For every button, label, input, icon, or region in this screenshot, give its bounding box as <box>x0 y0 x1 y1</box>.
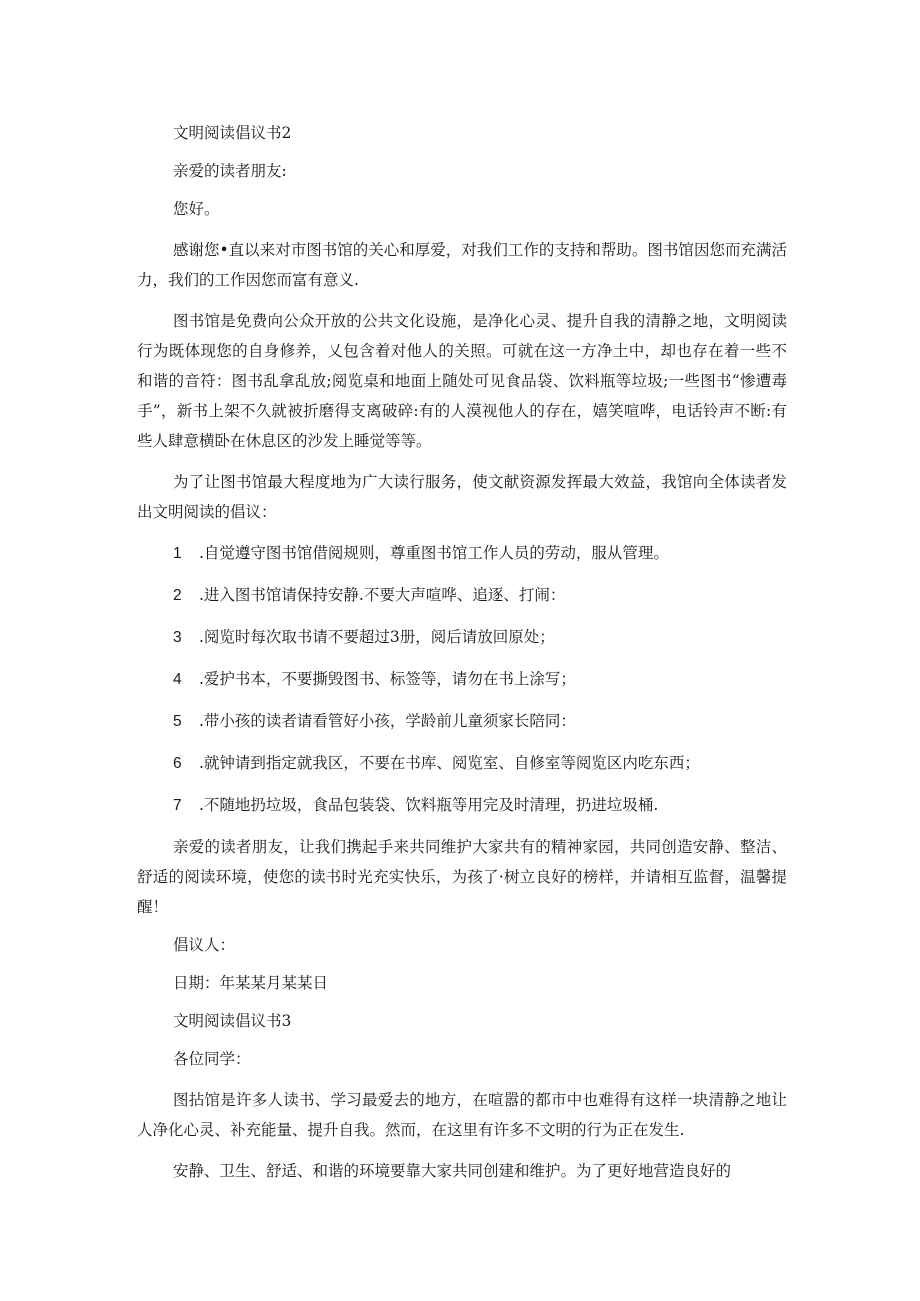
list-item-text: .进入图书馆请保持安静.不要大声喧哗、追逐、打闹： <box>199 586 566 604</box>
list-item-number: 3 <box>173 629 182 646</box>
section-title-3: 文明阅读倡议书3 <box>173 1012 292 1030</box>
list-item-text: .自觉遵守图书馆借阅规则，尊重图书馆工作人员的劳动，服从管理。 <box>199 544 669 562</box>
list-item-number: 6 <box>173 755 182 772</box>
list-item-number: 7 <box>173 797 182 814</box>
list-item <box>137 580 787 611</box>
list-item-number: 5 <box>173 713 182 730</box>
list-item-number: 2 <box>173 587 182 604</box>
paragraph-initiative-intro: 为了让图书馆最大程度地为广大读行服务，使文献资源发挥最大效益，我馆向全体读者发出文明阅读的倡议： <box>137 473 787 521</box>
paragraph-library-place: 图拈馆是许多人读书、学习最爱去的地方，在喧嚣的都市中也难得有这样一块清静之地让人净化心灵、补充能量、提升自我。然而，在这里有许多不文明的行为正在发生. <box>137 1091 787 1139</box>
paragraph-environment: 安静、卫生、舒适、和谐的环境要靠大家共同创建和维护。为了更好地营造良好的 <box>173 1162 732 1180</box>
list-item-text: .带小孩的读者请看管好小孩，学龄前儿童须家长陪同： <box>199 712 576 730</box>
initiative-list <box>137 538 787 821</box>
list-item-number: 1 <box>173 545 182 562</box>
list-item <box>137 706 787 737</box>
list-item-number: 4 <box>173 671 182 688</box>
list-item <box>137 790 787 821</box>
salutation-readers: 亲爱的读者朋友: <box>173 162 287 180</box>
salutation-students: 各位同学： <box>173 1050 251 1068</box>
greeting: 您好。 <box>173 200 220 218</box>
list-item-text: .就钟请到指定就我区，不要在书库、阅览室、自修室等阅览区内吃东西； <box>199 754 700 772</box>
document-body <box>137 118 787 1186</box>
list-item-text: .阅览时每次取书请不要超过3册，阅后请放回原处； <box>199 628 555 646</box>
paragraph-thanks: 感谢您•直以来对市图书馆的关心和厚爱，对我们工作的支持和帮助。图书馆因您而充满活力，我们的工作因您而富有意义. <box>137 241 787 289</box>
list-item-text: .不随地扔垃圾，食品包装袋、饮料瓶等用完及时清理，扔进垃圾桶. <box>199 796 659 814</box>
paragraph-closing-appeal: 亲爱的读者朋友，让我们携起手来共同维护大家共有的精神家园，共同创造安静、整洁、舒适的阅读环境，使您的读书时光充实快乐，为孩了·树立良好的榜样，并请相互监督，温馨提醒！ <box>137 838 787 916</box>
list-item <box>137 748 787 779</box>
date-line: 日期：年某某月某某日 <box>173 974 329 992</box>
list-item <box>137 622 787 653</box>
list-item <box>137 538 787 569</box>
list-item <box>137 664 787 695</box>
initiator-line: 倡议人： <box>173 936 236 954</box>
section-title-2: 文明阅读倡议书2 <box>173 124 292 142</box>
list-item-text: .爱护书本，不要撕毁图书、标签等，请勿在书上涂写； <box>199 670 576 688</box>
paragraph-library-description: 图书馆是免费向公众开放的公共文化设施，是净化心灵、提升自我的清静之地，文明阅读行为既体现您的自身修养，乂包含着对他人的关照。可就在这一方净土中，却也存在着一些不和谐的音符：图书乱拿乱放;阅览桌和地面上随处可见食品袋、饮料瓶等垃圾;一些图书“惨遭毒手”，新书上架不久就被折磨得支离破碎:有的人漠视他人的存在，嬉笑喧哗，电话铃声不断:有些人肆意横卧在休息区的沙发上睡觉等等。 <box>137 312 787 450</box>
